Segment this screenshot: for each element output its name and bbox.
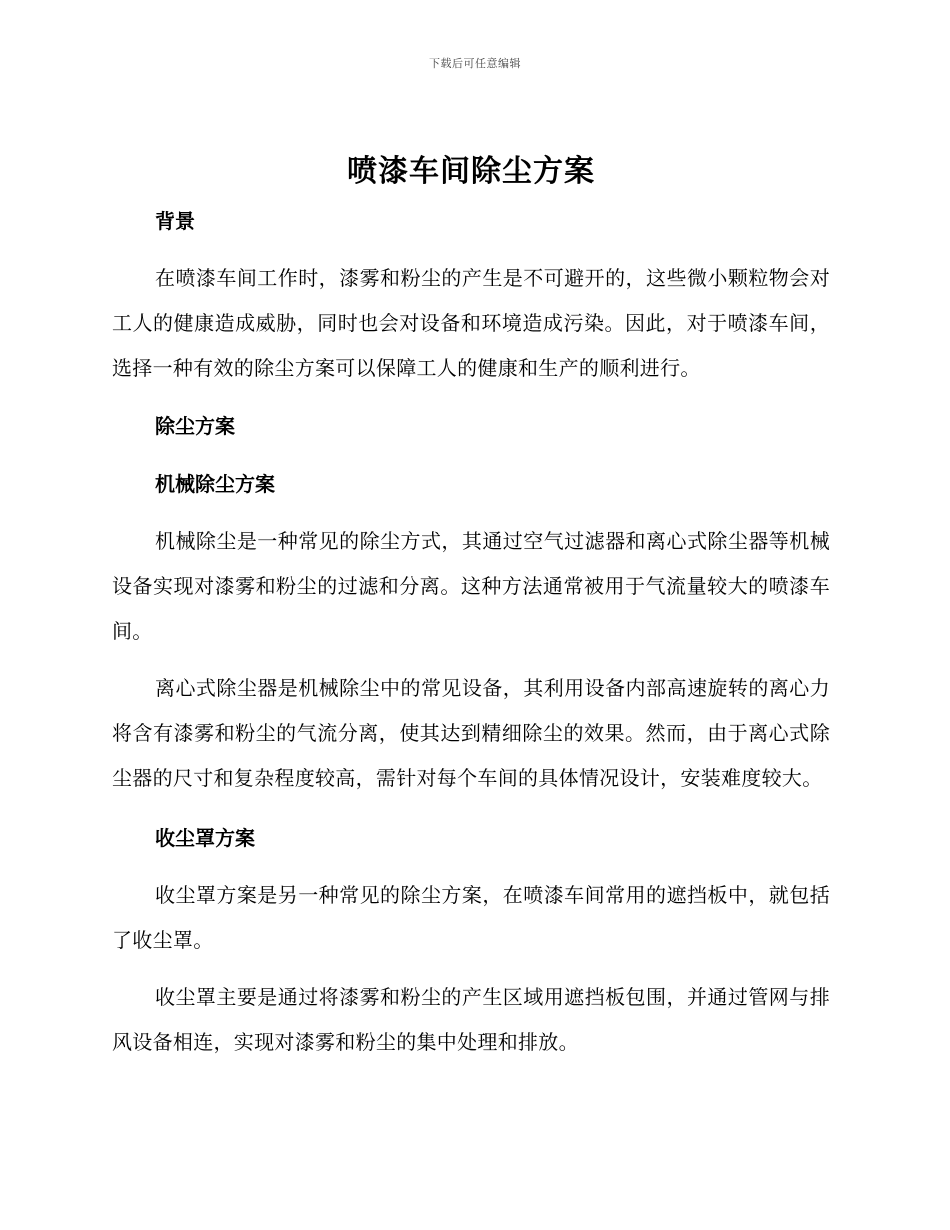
paragraph-mechanical-1: 机械除尘是一种常见的除尘方式，其通过空气过滤器和离心式除尘器等机械设备实现对漆雾和粉尘的过滤和分离。这种方法通常被用于气流量较大的喷漆车间。 <box>112 529 830 643</box>
paragraph-dust-hood-1: 收尘罩方案是另一种常见的除尘方案，在喷漆车间常用的遮挡板中，就包括了收尘罩。 <box>112 883 830 952</box>
heading-background: 背景 <box>155 209 195 233</box>
paragraph-dust-hood-2: 收尘罩主要是通过将漆雾和粉尘的产生区域用遮挡板包围，并通过管网与排风设备相连，实现对漆雾和粉尘的集中处理和排放。 <box>112 985 830 1054</box>
document-title: 喷漆车间除尘方案 <box>347 154 595 189</box>
document-body <box>112 150 830 1065</box>
paragraph-mechanical-2: 离心式除尘器是机械除尘中的常见设备，其利用设备内部高速旋转的离心力将含有漆雾和粉尘的气流分离，使其达到精细除尘的效果。然而，由于离心式除尘器的尺寸和复杂程度较高，需针对每个车间的具体情况设计，安装难度较大。 <box>112 676 830 790</box>
paragraph-background: 在喷漆车间工作时，漆雾和粉尘的产生是不可避开的，这些微小颗粒物会对工人的健康造成威胁，同时也会对设备和环境造成污染。因此，对于喷漆车间，选择一种有效的除尘方案可以保障工人的健康和生产的顺利进行。 <box>112 266 830 380</box>
heading-mechanical-scheme: 机械除尘方案 <box>155 472 275 496</box>
header-note: 下载后可任意编辑 <box>429 57 521 70</box>
heading-dust-removal-scheme: 除尘方案 <box>155 414 235 438</box>
heading-dust-hood-scheme: 收尘罩方案 <box>155 826 255 850</box>
